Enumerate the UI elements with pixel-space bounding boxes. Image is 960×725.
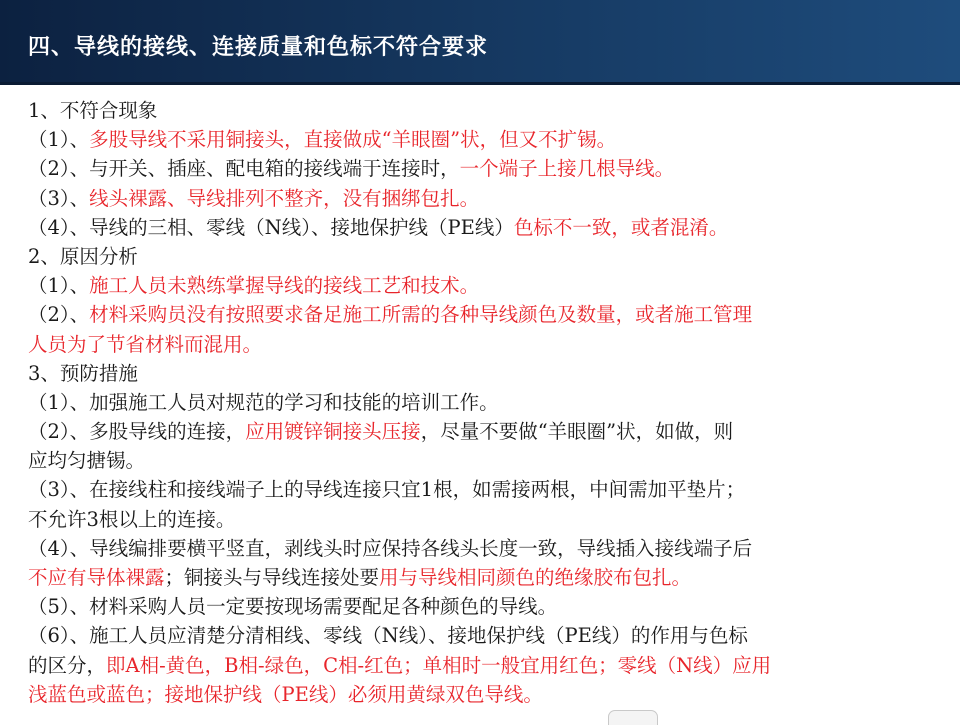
body-text: （1）、 — [28, 274, 90, 298]
body-text: 3、预防措施 — [28, 361, 138, 385]
text-line — [28, 505, 938, 534]
body-text: （2）、 — [28, 303, 90, 327]
text-line — [28, 592, 938, 621]
highlighted-text: 用与导线相同颜色的绝缘胶布包扎。 — [379, 566, 692, 589]
body-text: 2、原因分析 — [28, 244, 138, 268]
body-text: （4）、导线的三相、零线（N线）、接地保护线（PE线） — [28, 215, 514, 239]
text-line — [28, 563, 938, 592]
text-line — [28, 475, 938, 504]
text-line — [28, 680, 938, 709]
body-text: 应均匀搪锡。 — [28, 449, 146, 473]
body-text: （5）、材料采购人员一定要按现场需要配足各种颜色的导线。 — [28, 595, 558, 619]
highlighted-text: 施工人员未熟练掌握导线的接线工艺和技术。 — [89, 274, 480, 298]
body-text: ，尽量不要做“羊眼圈”状，如做，则 — [420, 420, 734, 444]
highlighted-text: 不应有导体裸露 — [28, 566, 165, 589]
highlighted-text: 色标不一致，或者混淆。 — [513, 215, 729, 239]
highlighted-text: 人员为了节省材料而混用。 — [28, 332, 263, 356]
body-text: （1）、 — [28, 128, 90, 152]
body-text: ；铜接头与导线连接处要 — [164, 566, 380, 589]
body-text: （3）、 — [28, 186, 90, 210]
slide-body — [28, 96, 938, 709]
text-line — [28, 446, 938, 475]
highlighted-text: 材料采购员没有按照要求备足施工所需的各种导线颜色及数量，或者施工管理 — [89, 303, 753, 327]
highlighted-text: 多股导线不采用铜接头，直接做成“羊眼圈”状，但又不扩锡。 — [89, 128, 617, 152]
text-line — [28, 184, 938, 213]
text-line — [28, 96, 938, 125]
highlighted-text: 一个端子上接几根导线。 — [459, 157, 675, 181]
highlighted-text: 线头裸露、导线排列不整齐，没有捆绑包扎。 — [89, 186, 480, 210]
text-line — [28, 213, 938, 242]
body-text: 的区分， — [28, 653, 107, 677]
highlighted-text: 浅蓝色或蓝色；接地保护线（PE线）必须用黄绿双色导线。 — [28, 682, 543, 706]
body-text: 1、不符合现象 — [28, 99, 158, 122]
text-line — [28, 154, 938, 183]
body-text: （6）、施工人员应清楚分清相线、零线（N线）、接地保护线（PE线）的作用与色标 — [28, 624, 748, 648]
text-line — [28, 271, 938, 300]
text-line — [28, 242, 938, 271]
body-text: 不允许3根以上的连接。 — [28, 507, 236, 531]
body-text: （2）、多股导线的连接， — [28, 420, 246, 444]
body-text: （3）、在接线柱和接线端子上的导线连接只宜1根，如需接两根，中间需加平垫片； — [28, 478, 746, 502]
text-line — [28, 388, 938, 417]
text-line — [28, 300, 938, 329]
text-line — [28, 417, 938, 446]
text-line — [28, 125, 938, 154]
page-corner-tab — [608, 710, 658, 725]
text-line — [28, 534, 938, 563]
text-line — [28, 359, 938, 388]
text-line — [28, 330, 938, 359]
slide-title: 四、导线的接线、连接质量和色标不符合要求 — [28, 34, 489, 60]
text-line — [28, 651, 938, 680]
highlighted-text: 应用镀锌铜接头压接 — [245, 420, 421, 444]
slide-header — [0, 0, 960, 85]
highlighted-text: 即A相-黄色，B相-绿色，C相-红色；单相时一般宜用红色；零线（N线）应用 — [106, 653, 772, 677]
body-text: （2）、与开关、插座、配电箱的接线端于连接时， — [28, 157, 460, 181]
body-text: （1）、加强施工人员对规范的学习和技能的培训工作。 — [28, 390, 499, 414]
body-text: （4）、导线编排要横平竖直，剥线头时应保持各线头长度一致，导线插入接线端子后 — [28, 536, 753, 560]
text-line — [28, 621, 938, 650]
